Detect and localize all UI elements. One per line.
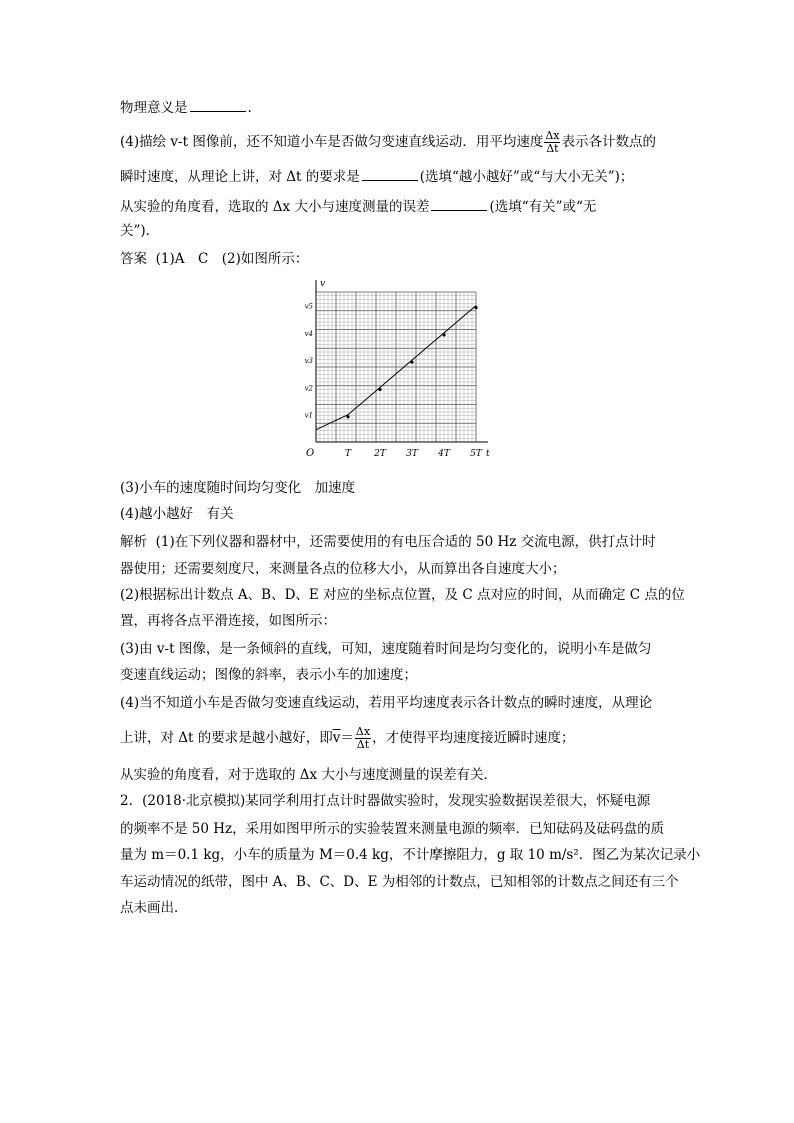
text: (4)描绘 v-t 图像前，还不知道小车是否做匀变速直线运动．用平均速度 <box>120 134 544 150</box>
text: (4)当不知道小车是否做匀变速直线运动，若用平均速度表示各计数点的瞬时速度，从理论 <box>120 695 653 711</box>
analysis-label: 解析 <box>120 534 147 550</box>
analysis-1 <box>120 533 656 551</box>
text: 车运动情况的纸带，图中 A、B、C、D、E 为相邻的计数点，已知相邻的计数点之间还有三个 <box>120 874 679 890</box>
line-4 <box>120 196 596 216</box>
text: (3)由 v-t 图像，是一条倾斜的直线，可知，速度随着时间是均匀变化的，说明小车是做匀 <box>120 641 652 657</box>
blank-1 <box>190 97 246 112</box>
data-point <box>474 306 477 309</box>
x-axis-label: t <box>486 449 490 459</box>
text: 置，再将各点平滑连接，如图所示： <box>120 613 336 629</box>
v-bar: $\overline{v}$ <box>332 730 341 746</box>
answer-3 <box>120 479 355 497</box>
text: 物理意义是 <box>120 100 188 116</box>
blank-3 <box>431 196 487 211</box>
answer-label: 答案 <box>120 251 147 267</box>
y-tick-label: v1 <box>304 411 313 420</box>
question-2-line-4 <box>120 873 679 891</box>
text: 量为 m＝0.1 kg，小车的质量为 M＝0.4 kg，不计摩擦阻力，g 取 10 m/s²．图乙为某次记录小 <box>120 847 701 863</box>
text: 从实验的角度看，选取的 Δx 大小与速度测量的误差 <box>120 199 430 215</box>
data-point <box>346 415 349 418</box>
answer-line <box>120 250 308 268</box>
text: 表示各计数点的 <box>561 134 656 150</box>
analysis-5 <box>120 640 651 658</box>
text: 2．(2018·北京模拟)某同学利用打点计时器做实验时，发现实验数据误差很大，怀疑电源 <box>120 793 651 809</box>
text: 的频率不是 50 Hz，采用如图甲所示的实验装置来测量电源的频率．已知砝码及砝码盘的质 <box>120 821 665 837</box>
text: (2)根据标出计数点 A、B、D、E 对应的坐标点位置，及 C 点对应的时间，从而确定 C 点的位 <box>120 587 685 603</box>
text: ，才使得平均速度接近瞬时速度； <box>372 730 575 746</box>
question-2-line-2 <box>120 820 664 838</box>
x-tick-label: 4T <box>438 449 450 459</box>
analysis-6 <box>120 666 417 684</box>
y-tick-label: v5 <box>304 302 313 311</box>
analysis-4 <box>120 612 336 630</box>
answer-4 <box>120 505 234 523</box>
analysis-8 <box>120 726 575 751</box>
vt-chart <box>300 278 500 466</box>
analysis-7 <box>120 694 652 712</box>
blank-2 <box>362 166 418 181</box>
y-axis-label: v <box>320 279 326 289</box>
y-tick-label: v3 <box>304 357 313 366</box>
fraction-dx-dt-2 <box>355 726 371 751</box>
denominator: Δt <box>546 142 559 155</box>
question-2-line-5 <box>120 899 188 917</box>
text: 点未画出． <box>120 900 188 916</box>
x-tick-label: 5T <box>470 449 482 459</box>
analysis-2 <box>120 560 566 578</box>
data-point <box>410 361 413 364</box>
text: (3)小车的速度随时间均匀变化 加速度 <box>120 480 356 496</box>
line-3 <box>120 166 633 186</box>
y-tick-label: v4 <box>304 329 313 338</box>
fraction-dx-dt <box>544 130 560 155</box>
text: (1)在下列仪器和器材中，还需要使用的有电压合适的 50 Hz 交流电源，供打点计时 <box>155 534 656 550</box>
text: (1)A C (2)如图所示： <box>155 251 309 267</box>
analysis-9 <box>120 766 497 784</box>
x-tick-label: 3T <box>406 449 418 459</box>
origin-label: O <box>306 448 315 459</box>
text: 器使用；还需要刻度尺，来测量各点的位移大小，从而算出各自速度大小； <box>120 561 566 577</box>
data-point <box>442 333 445 336</box>
line-1 <box>120 97 252 117</box>
line-5 <box>120 222 159 240</box>
text: 从实验的角度看，对于选取的 Δx 大小与速度测量的误差有关． <box>120 767 497 783</box>
y-tick-label: v2 <box>304 384 313 393</box>
text: 瞬时速度，从理论上讲，对 Δt 的要求是 <box>120 169 360 185</box>
numerator: Δx <box>355 725 371 738</box>
numerator: Δx <box>545 129 560 142</box>
text: 关”)． <box>120 223 160 239</box>
text: (选填“有关”或“无 <box>489 199 597 215</box>
equals: ＝ <box>340 730 354 746</box>
text: 变速直线运动；图像的斜率，表示小车的加速度； <box>120 667 417 683</box>
text: (4)越小越好 有关 <box>120 506 234 522</box>
text: 上讲，对 Δt 的要求是越小越好，即 <box>120 730 333 746</box>
analysis-3 <box>120 586 685 604</box>
denominator: Δt <box>356 738 370 751</box>
question-2-line-1 <box>120 792 650 810</box>
x-tick-label: 2T <box>374 449 386 459</box>
line-2 <box>120 130 656 155</box>
x-tick-label: T <box>344 449 352 459</box>
question-2-line-3 <box>120 846 700 864</box>
data-point <box>378 388 381 391</box>
text: . <box>247 100 252 116</box>
text: (选填“越小越好”或“与大小无关”)； <box>419 169 634 185</box>
